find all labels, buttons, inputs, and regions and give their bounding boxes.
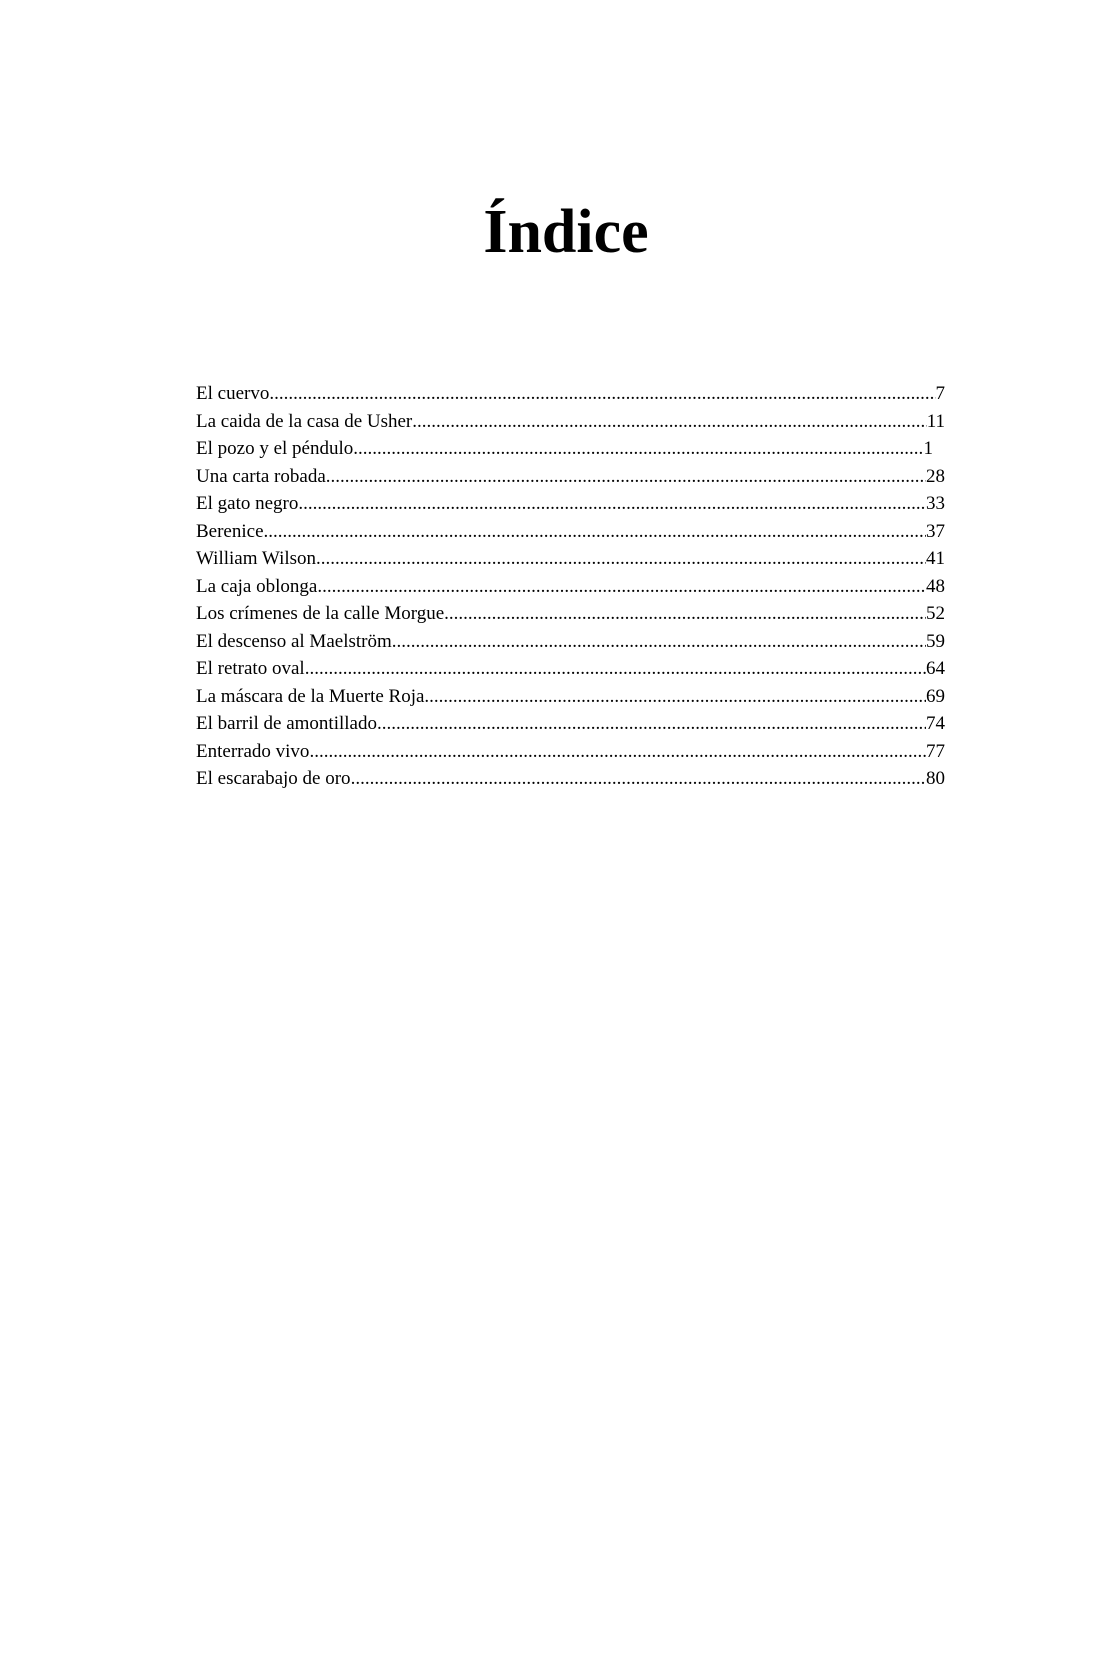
toc-entry (196, 380, 945, 408)
toc-entry (196, 683, 945, 711)
toc-entry-page: 59 (926, 630, 945, 652)
toc-entry-title: Una carta robada (196, 465, 326, 487)
toc-entry (196, 710, 945, 738)
toc-dot-leader (351, 765, 926, 793)
toc-dot-leader (424, 683, 926, 711)
toc-entry-page: 37 (926, 520, 945, 542)
toc-entry-page: 28 (926, 465, 945, 487)
toc-entry-page: 48 (926, 575, 945, 597)
toc-entry-page: 69 (926, 685, 945, 707)
toc-dot-leader (377, 710, 926, 738)
toc-entry-title: La caida de la casa de Usher (196, 410, 413, 432)
page-title: Índice (483, 198, 649, 266)
toc-dot-leader (264, 518, 926, 546)
toc-entry-page: 41 (926, 548, 945, 569)
toc-entry (196, 600, 945, 628)
toc-entry-title: El descenso al Maelström (196, 630, 392, 652)
toc-entry (196, 463, 945, 491)
toc-entry-title: El pozo y el péndulo (196, 438, 354, 459)
toc-entry-page: 77 (926, 740, 945, 762)
toc-entry-page: 74 (926, 713, 945, 734)
toc-entry (196, 545, 945, 573)
toc-entry-title: La caja oblonga (196, 575, 318, 597)
toc-entry-title: El escarabajo de oro (196, 768, 351, 789)
toc-entry-title: El retrato oval (196, 658, 305, 679)
toc-entry (196, 408, 945, 436)
toc-dot-leader (316, 545, 926, 573)
toc-entry-page: 11 (926, 410, 945, 432)
toc-dot-leader (412, 408, 926, 436)
toc-dot-leader (317, 573, 926, 601)
toc-entry-page: 80 (926, 768, 945, 789)
toc-dot-leader (326, 463, 926, 491)
toc-entry (196, 738, 945, 766)
toc-entry-title: La máscara de la Muerte Roja (196, 685, 425, 707)
toc-entry (196, 573, 945, 601)
toc-dot-leader (444, 600, 926, 628)
toc-entry-page: 1 (923, 438, 933, 459)
toc-entry (196, 765, 945, 793)
toc-dot-leader (309, 738, 926, 766)
toc-dot-leader (392, 628, 926, 656)
toc-entry-title: Enterrado vivo (196, 740, 310, 762)
toc-dot-leader (269, 380, 935, 408)
toc-dot-leader (305, 655, 926, 683)
toc-entry (196, 518, 945, 546)
toc-entry-page: 7 (935, 383, 945, 404)
toc-entry (196, 490, 945, 518)
toc-entry-title: El gato negro (196, 493, 299, 514)
toc-entry-title: Los crímenes de la calle Morgue (196, 603, 445, 624)
toc-entry (196, 628, 945, 656)
toc-entry-page: 52 (926, 603, 945, 624)
toc-entry-title: El barril de amontillado (196, 713, 377, 734)
toc-entry-page: 33 (926, 493, 945, 514)
toc-entry-title: El cuervo (196, 383, 270, 404)
toc-dot-leader (353, 435, 923, 463)
table-of-contents (196, 380, 945, 793)
toc-dot-leader (298, 490, 926, 518)
toc-entry-title: Berenice (196, 520, 264, 542)
toc-entry-page: 64 (926, 658, 945, 679)
toc-entry (196, 435, 945, 463)
toc-entry-title: William Wilson (196, 548, 317, 569)
toc-entry (196, 655, 945, 683)
